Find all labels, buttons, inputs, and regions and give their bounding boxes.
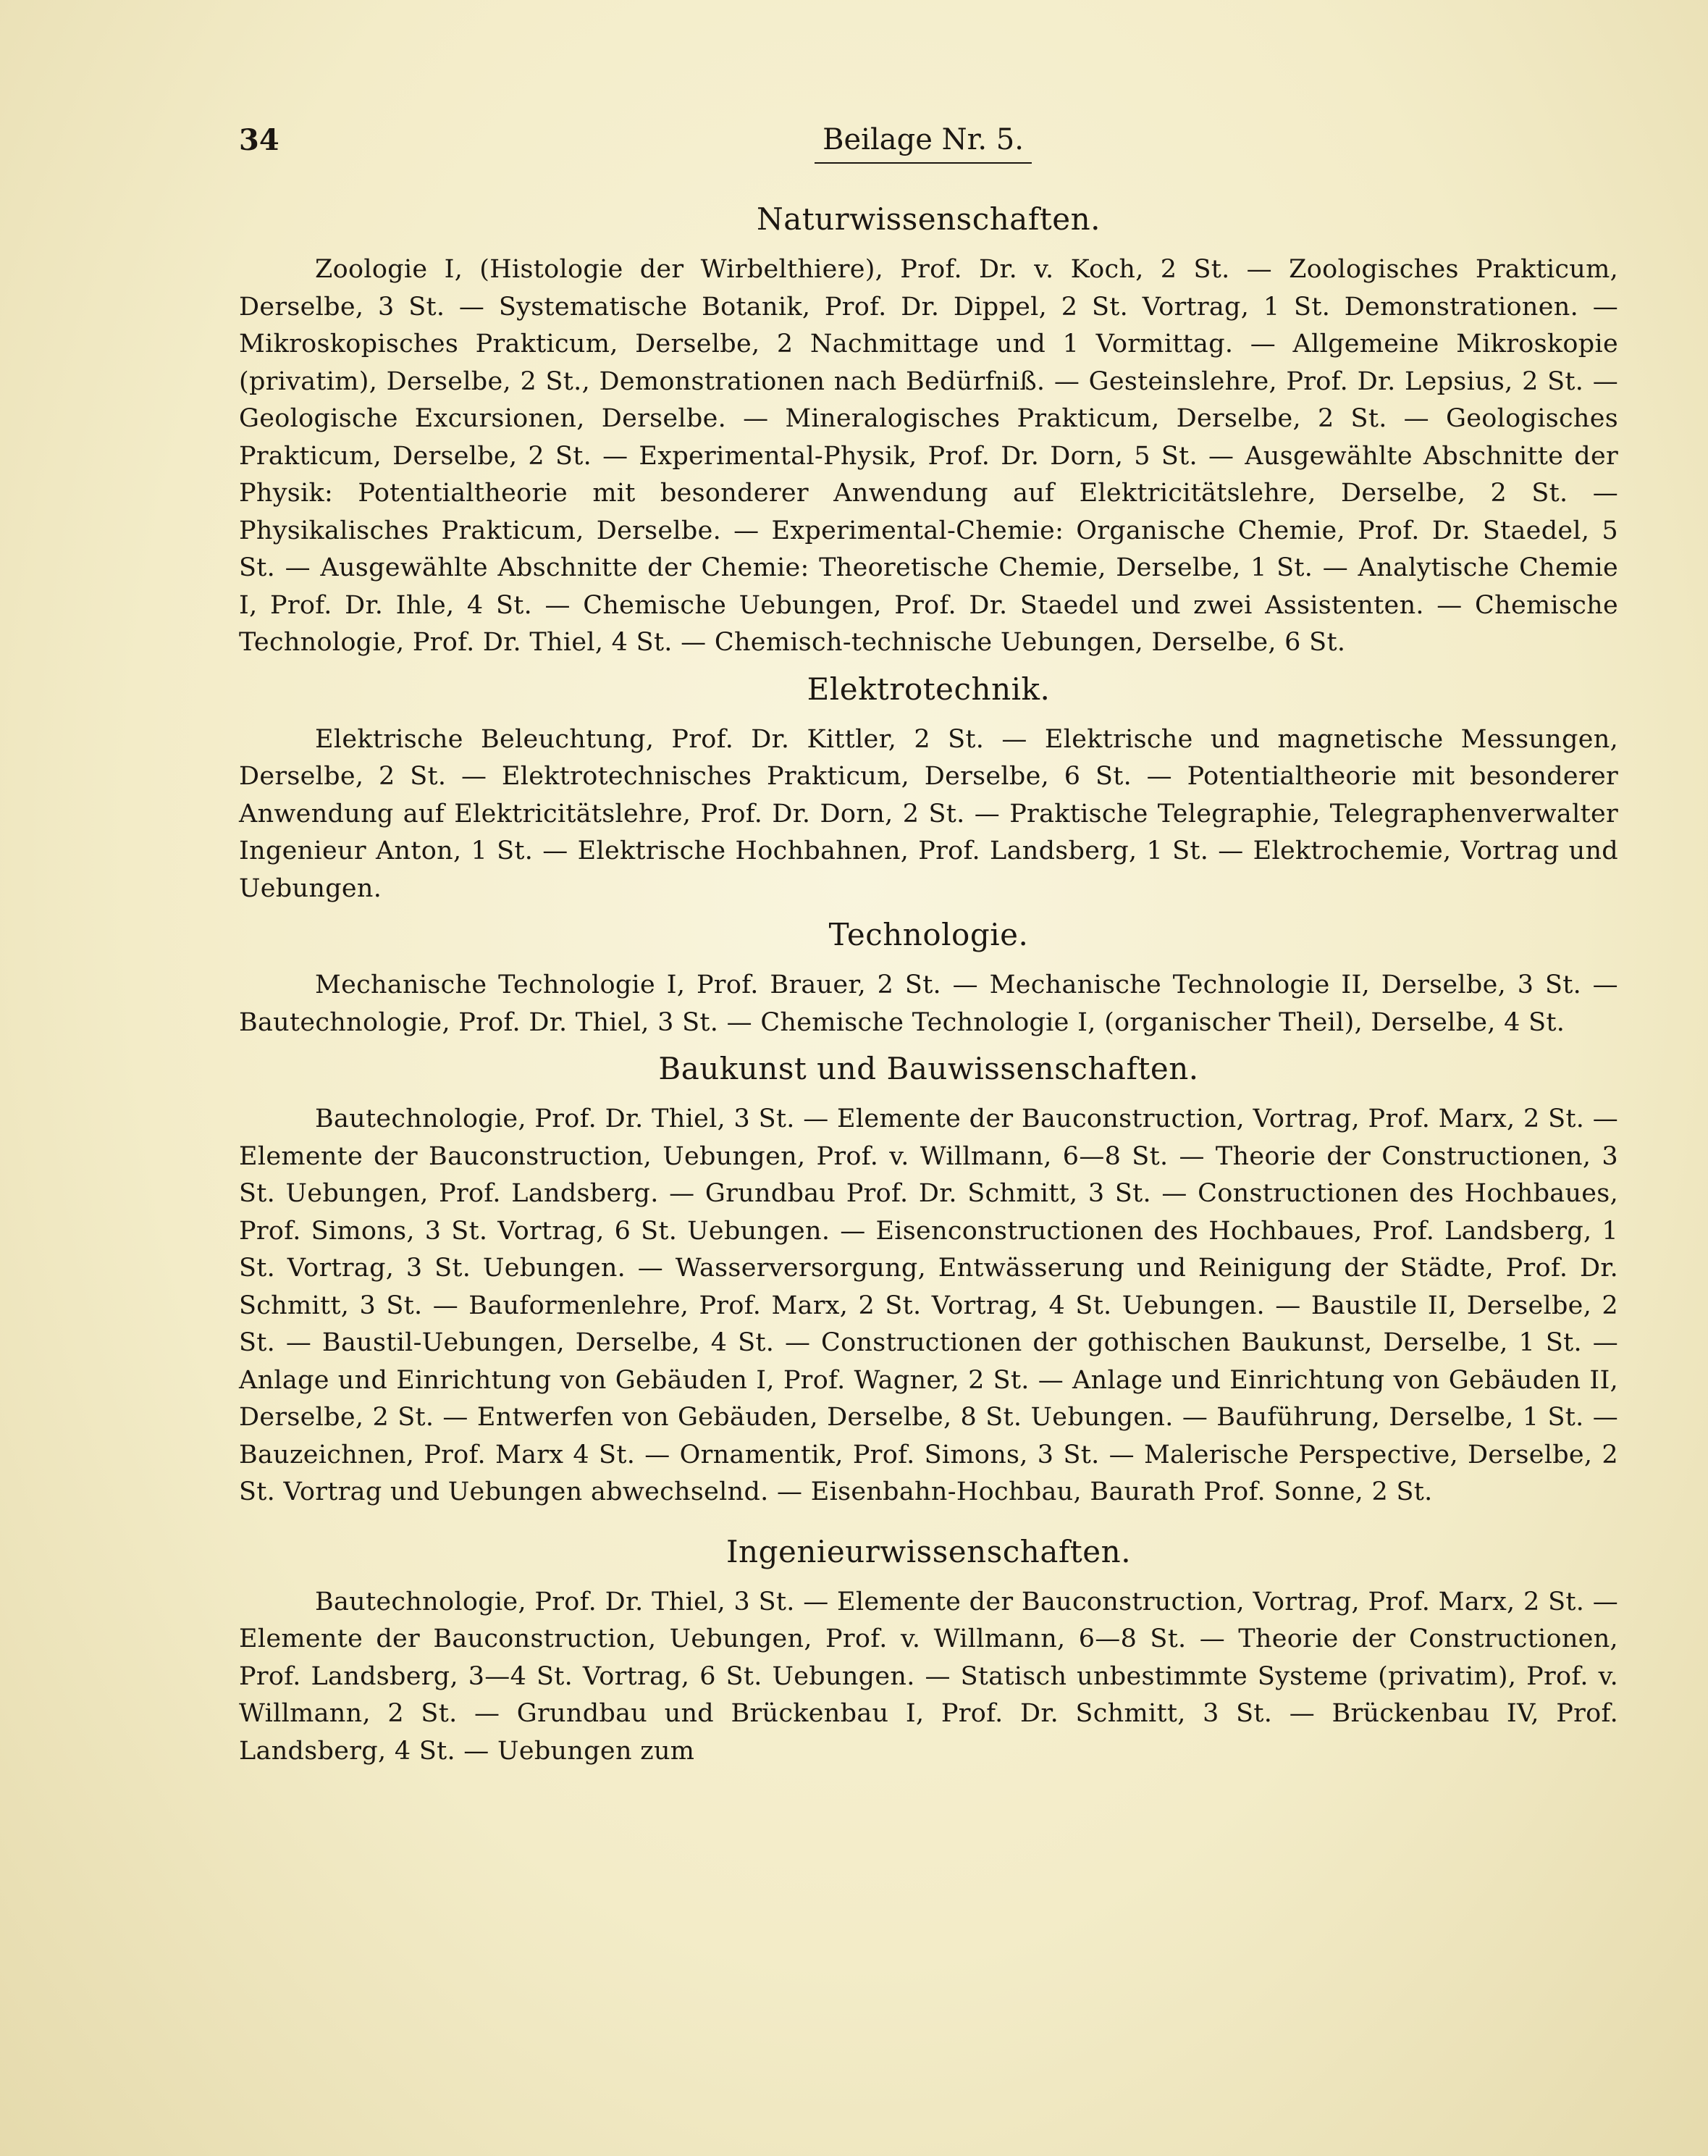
- section-paragraph: Elektrische Beleuchtung, Prof. Dr. Kittler, 2 St. — Elektrische und magnetische Messungen, Derselbe, 2 St. — Elektrotechnisches Prakticum, Derselbe, 6 St. — Potentialtheorie mit besonderer Anwendung auf Elektricitätslehre, Prof. Dr. Dorn, 2 St. — Praktische Telegraphie, Telegraphenverwalter Ingenieur Anton, 1 St. — Elektrische Hochbahnen, Prof. Landsberg, 1 St. — Elektrochemie, Vortrag und Uebungen.: [239, 724, 1618, 903]
- page-number: 34: [239, 123, 279, 157]
- section-title: Ingenieurwissenschaften.: [725, 1533, 1132, 1569]
- section-title: Naturwissenschaften.: [756, 201, 1101, 237]
- section-title: Elektrotechnik.: [807, 671, 1051, 707]
- page-header: [239, 123, 1615, 167]
- section-ingenieurwissenschaften: [239, 1530, 1618, 1771]
- section-paragraph: Bautechnologie, Prof. Dr. Thiel, 3 St. — Elemente der Bauconstruction, Vortrag, Prof. Marx, 2 St. — Elemente der Bauconstruction, Uebungen, Prof. v. Willmann, 6—8 St. — Theorie der Constructionen, 3 St. Uebungen, Prof. Landsberg. — Grundbau Prof. Dr. Schmitt, 3 St. — Constructionen des Hochbaues, Prof. Simons, 3 St. Vortrag, 6 St. Uebungen. — Eisenconstructionen des Hochbaues, Prof. Landsberg, 1 St. Vortrag, 3 St. Uebungen. — Wasserversorgung, Entwässerung und Reinigung der Städte, Prof. Dr. Schmitt, 3 St. — Bauformenlehre, Prof. Marx, 2 St. Vortrag, 4 St. Uebungen. — Baustile II, Derselbe, 2 St. — Baustil-Uebungen, Derselbe, 4 St. — Constructionen der gothischen Baukunst, Derselbe, 1 St. — Anlage und Einrichtung von Gebäuden I, Prof. Wagner, 2 St. — Anlage und Einrichtung von Gebäuden II, Derselbe, 2 St. — Entwerfen von Gebäuden, Derselbe, 8 St. Uebungen. — Bauführung, Derselbe, 1 St. — Bauzeichnen, Prof. Marx 4 St. — Ornamentik, Prof. Simons, 3 St. — Malerische Perspective, Derselbe, 2 St. Vortrag und Uebungen abwechselnd. — Eisenbahn-Hochbau, Baurath Prof. Sonne, 2 St.: [239, 1104, 1618, 1506]
- section-paragraph: Zoologie I, (Histologie der Wirbelthiere), Prof. Dr. v. Koch, 2 St. — Zoologisches Prakticum, Derselbe, 3 St. — Systematische Botanik, Prof. Dr. Dippel, 2 St. Vortrag, 1 St. Demonstrationen. — Mikroskopisches Prakticum, Derselbe, 2 Nachmittage und 1 Vormittag. — Allgemeine Mikroskopie (privatim), Derselbe, 2 St., Demonstrationen nach Bedürfniß. — Gesteinslehre, Prof. Dr. Lepsius, 2 St. — Geologische Excursionen, Derselbe. — Mineralogisches Prakticum, Derselbe, 2 St. — Geologisches Prakticum, Derselbe, 2 St. — Experimental-Physik, Prof. Dr. Dorn, 5 St. — Ausgewählte Abschnitte der Physik: Potentialtheorie mit besonderer Anwendung auf Elektricitätslehre, Derselbe, 2 St. — Physikalisches Prakticum, Derselbe. — Experimental-Chemie: Organische Chemie, Prof. Dr. Staedel, 5 St. — Ausgewählte Abschnitte der Chemie: Theoretische Chemie, Derselbe, 1 St. — Analytische Chemie I, Prof. Dr. Ihle, 4 St. — Chemische Uebungen, Prof. Dr. Staedel und zwei Assistenten. — Chemische Technologie, Prof. Dr. Thiel, 4 St. — Chemisch-technische Uebungen, Derselbe, 6 St.: [239, 255, 1618, 657]
- running-title: Beilage Nr. 5.: [815, 123, 1032, 164]
- section-naturwissenschaften: [239, 198, 1618, 662]
- section-technologie: [239, 913, 1618, 1041]
- section-title: Baukunst und Bauwissenschaften.: [658, 1051, 1199, 1086]
- section-elektrotechnik: [239, 668, 1618, 908]
- section-baukunst: [239, 1047, 1618, 1511]
- section-paragraph: Mechanische Technologie I, Prof. Brauer, 2 St. — Mechanische Technologie II, Derselbe, 3 St. — Bautechnologie, Prof. Dr. Thiel, 3 St. — Chemische Technologie I, (organischer Theil), Derselbe, 4 St.: [239, 970, 1618, 1037]
- section-title: Technologie.: [828, 917, 1029, 952]
- page-body: [239, 192, 1618, 1770]
- section-paragraph: Bautechnologie, Prof. Dr. Thiel, 3 St. — Elemente der Bauconstruction, Vortrag, Prof. Marx, 2 St. — Elemente der Bauconstruction, Uebungen, Prof. v. Willmann, 6—8 St. — Theorie der Constructionen, Prof. Landsberg, 3—4 St. Vortrag, 6 St. Uebungen. — Statisch unbestimmte Systeme (privatim), Prof. v. Willmann, 2 St. — Grundbau und Brückenbau I, Prof. Dr. Schmitt, 3 St. — Brückenbau IV, Prof. Landsberg, 4 St. — Uebungen zum: [239, 1587, 1618, 1766]
